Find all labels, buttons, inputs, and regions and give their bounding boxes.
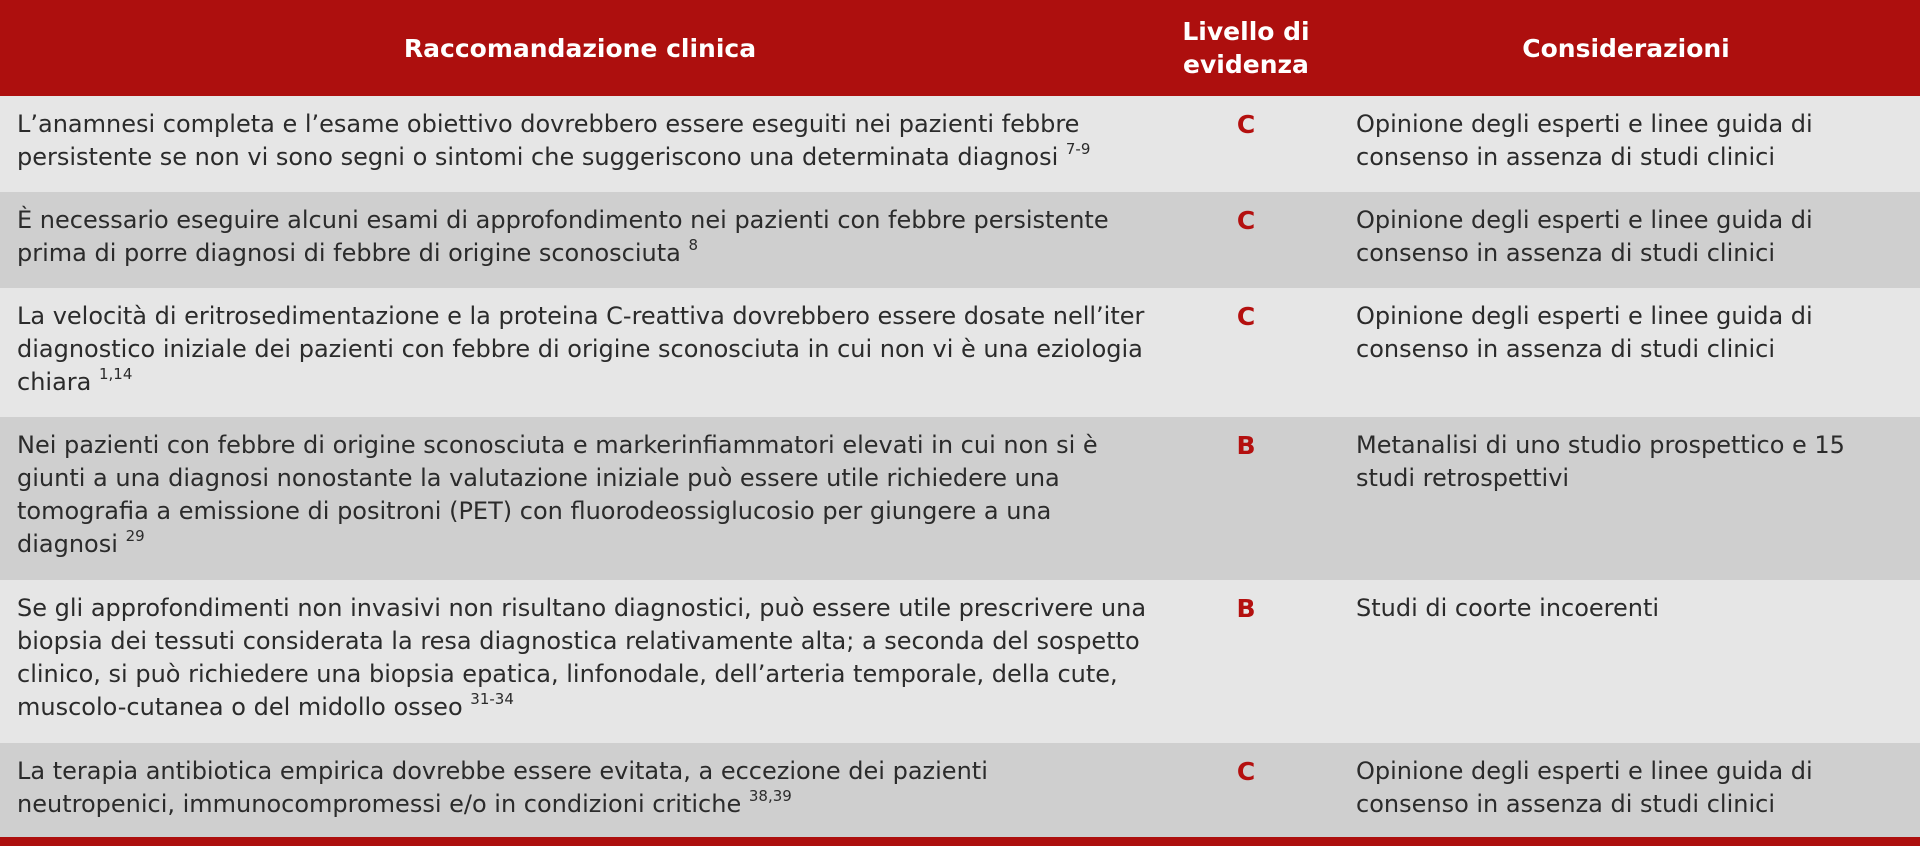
consideration-text: Opinione degli esperti e linee guida di consenso in assenza di studi clinici bbox=[1356, 206, 1813, 267]
evidence-level: B bbox=[1236, 431, 1256, 460]
header-recommendation bbox=[0, 0, 1160, 96]
evidence-level: C bbox=[1236, 110, 1256, 139]
reference-superscript: 7-9 bbox=[1065, 140, 1091, 158]
table-row bbox=[0, 192, 1920, 288]
recommendation-body: Nei pazienti con febbre di origine sconosciuta e markerinfiammatori elevati in cui non si è giunti a una diagnosi nonostante la valutazione iniziale può essere utile richiedere una tomografia a emissione di positroni (PET) con fluorodeossiglucosio per giungere a una diagnosi bbox=[17, 431, 1098, 558]
table-row bbox=[0, 288, 1920, 417]
table-row bbox=[0, 580, 1920, 743]
evidence-level: B bbox=[1236, 594, 1256, 623]
header-evidence-level bbox=[1160, 0, 1332, 96]
recommendation-text bbox=[17, 429, 1152, 561]
table-row bbox=[0, 96, 1920, 192]
recommendation-body: La velocità di eritrosedimentazione e la proteina C-reattiva dovrebbero essere dosate nell’iter diagnostico iniziale dei pazienti con febbre di origine sconosciuta in cui non vi è una eziologia chiara bbox=[17, 302, 1145, 396]
recommendation-body: La terapia antibiotica empirica dovrebbe essere evitata, a eccezione dei pazienti neutropenici, immunocompromessi e/o in condizioni critiche bbox=[17, 757, 988, 818]
recommendation-body: È necessario eseguire alcuni esami di approfondimento nei pazienti con febbre persistente prima di porre diagnosi di febbre di origine sconosciuta bbox=[17, 206, 1109, 267]
consideration-text: Opinione degli esperti e linee guida di consenso in assenza di studi clinici bbox=[1356, 110, 1813, 171]
recommendation-text bbox=[17, 204, 1152, 270]
reference-superscript: 29 bbox=[125, 527, 145, 545]
bottom-rule bbox=[0, 837, 1920, 846]
reference-superscript: 38,39 bbox=[748, 787, 792, 805]
recommendation-text bbox=[17, 755, 1152, 821]
evidence-level: C bbox=[1236, 302, 1256, 331]
header-considerations-label: Considerazioni bbox=[1522, 33, 1730, 63]
table-row bbox=[0, 743, 1920, 837]
consideration-text: Studi di coorte incoerenti bbox=[1356, 594, 1660, 622]
evidence-level: C bbox=[1236, 757, 1256, 786]
recommendation-body: L’anamnesi completa e l’esame obiettivo dovrebbero essere eseguiti nei pazienti febbre persistente se non vi sono segni o sintomi che suggeriscono una determinata diagnosi bbox=[17, 110, 1080, 171]
recommendation-text bbox=[17, 592, 1152, 724]
table-header bbox=[0, 0, 1920, 96]
reference-superscript: 8 bbox=[688, 236, 699, 254]
header-level-line2: evidenza bbox=[1183, 50, 1309, 79]
consideration-text: Opinione degli esperti e linee guida di consenso in assenza di studi clinici bbox=[1356, 302, 1813, 363]
header-considerations bbox=[1332, 0, 1920, 96]
reference-superscript: 1,14 bbox=[99, 365, 133, 383]
consideration-text: Opinione degli esperti e linee guida di consenso in assenza di studi clinici bbox=[1356, 757, 1813, 818]
header-recommendation-label: Raccomandazione clinica bbox=[403, 33, 757, 63]
evidence-level: C bbox=[1236, 206, 1256, 235]
consideration-text: Metanalisi di uno studio prospettico e 15 studi retrospettivi bbox=[1356, 431, 1845, 492]
recommendation-text bbox=[17, 108, 1152, 174]
header-level-line1: Livello di bbox=[1182, 17, 1310, 46]
reference-superscript: 31-34 bbox=[470, 690, 514, 708]
recommendation-body: Se gli approfondimenti non invasivi non risultano diagnostici, può essere utile prescrivere una biopsia dei tessuti considerata la resa diagnostica relativamente alta; a seconda del sospetto clinico, si può richiedere una biopsia epatica, linfonodale, dell’arteria temporale, della cute, muscolo-cutanea o del midollo osseo bbox=[17, 594, 1147, 721]
table-row bbox=[0, 417, 1920, 580]
recommendation-text bbox=[17, 300, 1152, 399]
